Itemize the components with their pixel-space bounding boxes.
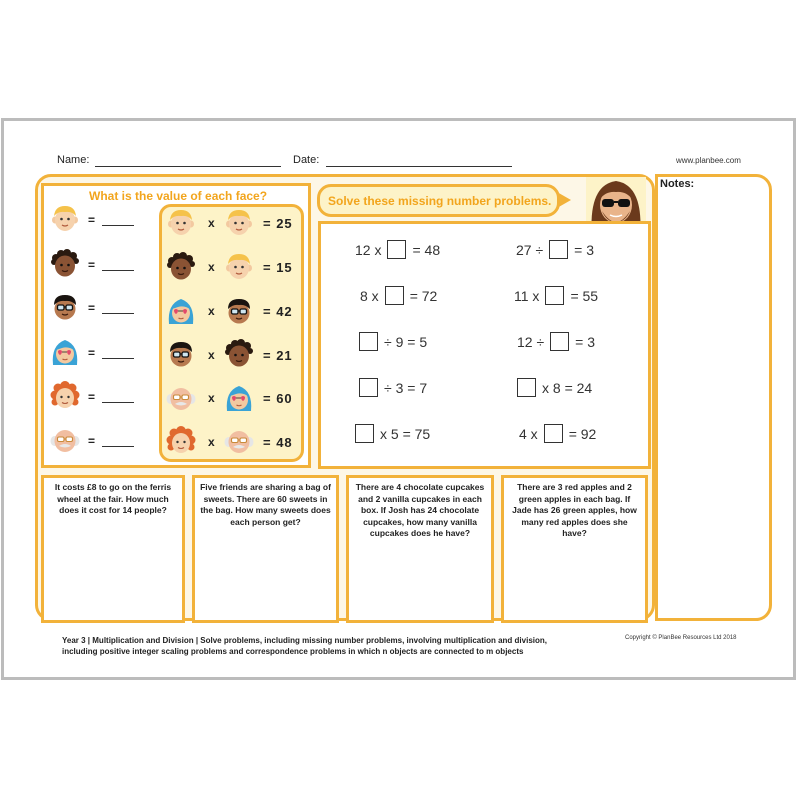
blonde-boy-face-icon — [166, 208, 196, 238]
name-field-line[interactable] — [95, 166, 281, 167]
problem-prefix: 11 x — [514, 287, 540, 304]
glasses-boy-face-icon — [224, 296, 254, 326]
blue-hair-girl-face-icon — [224, 383, 254, 413]
glasses-boy-face-icon — [50, 292, 80, 322]
answer-box[interactable] — [545, 286, 564, 305]
faces-title: What is the value of each face? — [89, 189, 268, 203]
times-sign: x — [208, 216, 215, 230]
grandpa-face-icon — [166, 383, 196, 413]
blonde-boy-face-icon — [50, 204, 80, 234]
missing-number-problem — [359, 332, 427, 351]
grandpa-face-icon — [224, 426, 254, 456]
equation-result: = 25 — [263, 216, 293, 231]
answer-box[interactable] — [387, 240, 406, 259]
problem-suffix: ÷ 9 = 5 — [384, 333, 428, 350]
answer-blank[interactable] — [102, 402, 134, 403]
answer-blank[interactable] — [102, 225, 134, 226]
answer-blank[interactable] — [102, 313, 134, 314]
blue-hair-girl-face-icon — [50, 337, 80, 367]
answer-blank[interactable] — [102, 270, 134, 271]
blonde-boy-face-icon — [224, 252, 254, 282]
footer-line-2: including positive integer scaling problems and correspondence problems in which n objects are connected to m objects — [62, 647, 524, 656]
blue-hair-girl-face-icon — [166, 296, 196, 326]
times-sign: x — [208, 348, 215, 362]
problem-suffix: = 3 — [574, 241, 595, 258]
times-sign: x — [208, 435, 215, 449]
answer-box[interactable] — [355, 424, 374, 443]
missing-number-problem — [519, 424, 596, 443]
date-label: Date: — [293, 154, 320, 166]
answer-box[interactable] — [517, 378, 536, 397]
word-problem-box[interactable] — [41, 475, 185, 623]
problem-prefix: 27 ÷ — [516, 241, 544, 258]
date-field-line[interactable] — [326, 166, 512, 167]
curly-hair-boy-face-icon — [224, 339, 254, 369]
problem-suffix: = 55 — [570, 287, 599, 304]
problem-suffix: = 3 — [575, 333, 596, 350]
curriculum-footer — [62, 635, 602, 657]
answer-box[interactable] — [385, 286, 404, 305]
worksheet-page — [1, 118, 796, 680]
missing-number-problem — [517, 332, 595, 351]
word-problem-box[interactable] — [501, 475, 648, 623]
problem-suffix: x 8 = 24 — [542, 379, 593, 396]
missing-number-problem — [514, 286, 598, 305]
word-problem-box[interactable] — [192, 475, 339, 623]
problem-prefix: 4 x — [519, 425, 538, 442]
equation-result: = 15 — [263, 260, 293, 275]
face-equations-box — [159, 204, 304, 462]
answer-box[interactable] — [359, 332, 378, 351]
missing-number-problem — [359, 378, 427, 397]
curly-hair-boy-face-icon — [166, 252, 196, 282]
equals-sign: = — [88, 346, 96, 360]
problem-prefix: 8 x — [360, 287, 379, 304]
equals-sign: = — [88, 213, 96, 227]
missing-number-problem — [355, 424, 430, 443]
equation-result: = 60 — [263, 391, 293, 406]
red-hair-girl-face-icon — [166, 426, 196, 456]
answer-box[interactable] — [359, 378, 378, 397]
word-problem-text: There are 3 red apples and 2 green apples in each bag. If Jade has 26 green apples, how many red apples does she have? — [512, 482, 637, 538]
answer-box[interactable] — [544, 424, 563, 443]
problem-prefix: 12 x — [355, 241, 382, 258]
name-label: Name: — [57, 154, 90, 166]
red-hair-girl-face-icon — [50, 381, 80, 411]
word-problem-text: Five friends are sharing a bag of sweets. There are 60 sweets in the bag. How many sweets does each person get? — [200, 482, 331, 527]
equation-result: = 21 — [263, 348, 293, 363]
times-sign: x — [208, 304, 215, 318]
equals-sign: = — [88, 390, 96, 404]
answer-box[interactable] — [550, 332, 569, 351]
word-problem-text: It costs £8 to go on the ferris wheel at the fair. How much does it cost for 14 people? — [54, 482, 172, 515]
answer-blank[interactable] — [102, 446, 134, 447]
answer-blank[interactable] — [102, 358, 134, 359]
footer-line-1: Year 3 | Multiplication and Division | Solve problems, including missing number problems, involving multiplication and division, — [62, 636, 547, 645]
curly-hair-boy-face-icon — [50, 249, 80, 279]
problem-suffix: = 72 — [409, 287, 438, 304]
word-problem-text: There are 4 chocolate cupcakes and 2 vanilla cupcakes in each box. If Josh has 24 chocolate cupcakes, how many vanilla cupcakes does he have? — [355, 482, 485, 538]
website-link[interactable]: www.planbee.com — [676, 156, 741, 165]
problem-suffix: = 92 — [568, 425, 597, 442]
times-sign: x — [208, 260, 215, 274]
grandpa-face-icon — [50, 425, 80, 455]
problem-prefix: 12 ÷ — [517, 333, 545, 350]
notes-label: Notes: — [660, 178, 695, 190]
missing-number-problem — [517, 378, 592, 397]
missing-number-title: Solve these missing number problems. — [328, 194, 552, 208]
equals-sign: = — [88, 258, 96, 272]
equation-result: = 42 — [263, 304, 293, 319]
glasses-boy-face-icon — [166, 339, 196, 369]
copyright-text: Copyright © PlanBee Resources Ltd 2018 — [625, 635, 737, 641]
equation-result: = 48 — [263, 435, 293, 450]
equals-sign: = — [88, 301, 96, 315]
problem-suffix: = 48 — [412, 241, 441, 258]
blonde-boy-face-icon — [224, 208, 254, 238]
problem-suffix: ÷ 3 = 7 — [384, 379, 428, 396]
equals-sign: = — [88, 434, 96, 448]
missing-number-problem — [355, 240, 440, 259]
speech-bubble-tip — [557, 192, 571, 208]
notes-box[interactable] — [655, 174, 772, 621]
times-sign: x — [208, 391, 215, 405]
problem-suffix: x 5 = 75 — [380, 425, 431, 442]
word-problem-box[interactable] — [346, 475, 494, 623]
missing-number-problem — [360, 286, 437, 305]
missing-number-problem — [516, 240, 594, 259]
answer-box[interactable] — [549, 240, 568, 259]
